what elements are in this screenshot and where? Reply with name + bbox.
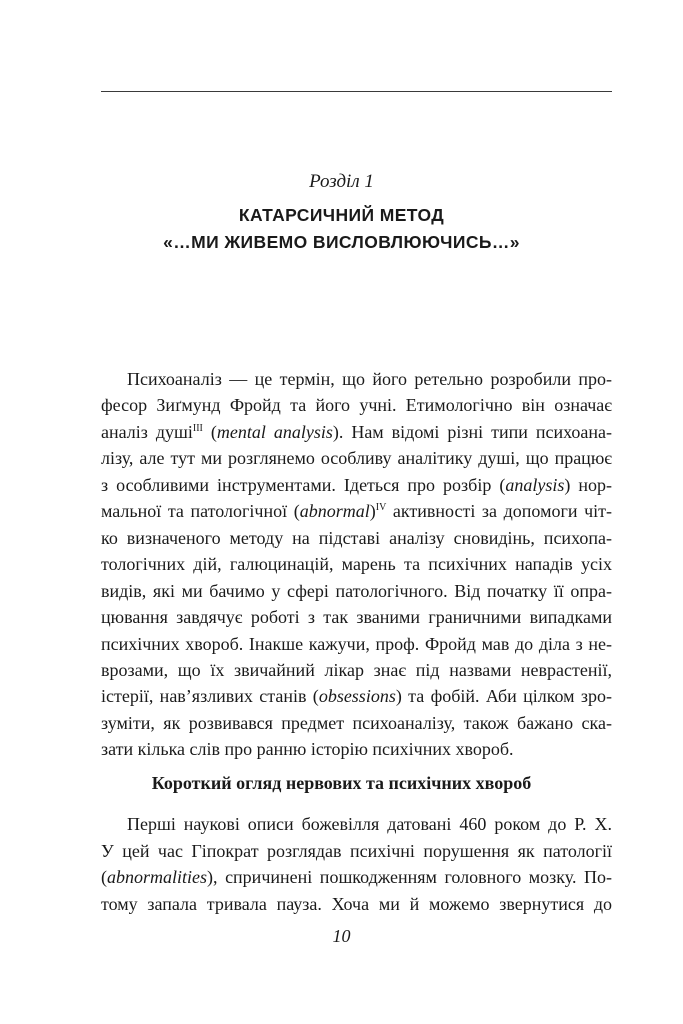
text-run: врозами, що їх звичайний лікар знає під назвами неврастенії,: [101, 659, 612, 680]
text-run: тому запала тривала пауза. Хоча ми й можемо звернутися до: [101, 893, 612, 914]
text-run: ко визначеного методу на підставі аналізу сновидінь, психопа-: [101, 527, 612, 548]
text-line: [101, 811, 612, 838]
text-line: [101, 445, 612, 471]
italic-term: abnormalities: [107, 867, 208, 887]
text-run: (: [202, 421, 217, 442]
text-line: [101, 366, 612, 392]
footnote-marker: IV: [375, 502, 387, 514]
page-number: 10: [332, 926, 351, 946]
text-line: [101, 683, 612, 709]
text-line: [101, 392, 612, 418]
text-run: У цей час Гіпократ розглядав психічні порушення як патології: [101, 840, 612, 861]
italic-term: mental analysis: [216, 421, 333, 442]
italic-term: analysis: [505, 474, 565, 495]
text-run: видів, які ми бачимо у сфері патологічного. Від початку її опра-: [101, 580, 612, 601]
footnote-marker: III: [192, 422, 203, 434]
text-run: ). Нам відомі різні типи психоана-: [332, 421, 613, 442]
text-line: [101, 419, 612, 445]
header-rule: [101, 91, 612, 92]
text-run: істерії, нав’язливих станів (: [101, 686, 319, 707]
text-line: [101, 578, 612, 604]
chapter-title-line-1: КАТАРСИЧНИЙ МЕТОД: [238, 205, 445, 225]
text-run: лізу, але тут ми розглянемо особливу аналітику душі, що працює: [101, 448, 612, 469]
text-run: аналіз душі: [101, 421, 193, 442]
text-run: ) та фобій. Аби цілком зро-: [395, 686, 613, 707]
text-run: ): [369, 501, 376, 522]
text-run: активності за допомоги чіт-: [386, 501, 612, 522]
text-line: [101, 525, 612, 551]
text-run: тологічних дій, галюцинацій, марень та психічних нападів усіх: [101, 554, 612, 575]
chapter-title: [0, 202, 683, 256]
text-line: [101, 604, 612, 630]
text-line: [101, 736, 612, 762]
body-paragraph-2: [101, 811, 612, 917]
text-run: з особливими інструментами. Ідеться про розбір (: [101, 474, 506, 495]
text-line: [101, 891, 612, 918]
text-run: Психоаналіз — це термін, що його ретельно розробили про-: [127, 369, 612, 389]
text-line: [101, 864, 612, 891]
text-line: [101, 838, 612, 865]
italic-term: abnormal: [299, 501, 370, 522]
text-run: мальної та патологічної (: [101, 501, 300, 522]
text-line: [101, 472, 612, 498]
text-run: психічних хвороб. Інакше кажучи, проф. Фройд мав до діла з не-: [101, 633, 612, 654]
text-run: зуміти, як розвивався предмет психоаналізу, також бажано ска-: [101, 712, 612, 733]
text-run: фесор Зиґмунд Фройд та його учні. Етимологічно він означає: [101, 395, 612, 416]
text-run: цювання завдячує роботі з так званими граничними випадками: [101, 607, 612, 628]
text-line: [101, 498, 612, 524]
chapter-label: Розділ 1: [309, 171, 374, 192]
text-run: ) нор-: [564, 474, 612, 495]
text-run: (: [101, 867, 107, 887]
text-line: [101, 631, 612, 657]
text-run: Перші наукові описи божевілля датовані 460 роком до Р. Х.: [127, 814, 612, 834]
text-run: ), спричинені пошкодженням головного мозку. По-: [207, 867, 612, 887]
text-line: [101, 657, 612, 683]
text-run: зати кілька слів про ранню історію психічних хвороб.: [101, 739, 514, 760]
text-line: [101, 551, 612, 577]
italic-term: obsessions: [318, 686, 396, 707]
body-paragraph-1: [101, 366, 612, 763]
section-heading: Короткий огляд нервових та психічних хвороб: [151, 773, 532, 793]
text-line: [101, 710, 612, 736]
chapter-title-line-2: «…МИ ЖИВЕМО ВИСЛОВЛЮЮЧИСЬ…»: [163, 232, 520, 252]
